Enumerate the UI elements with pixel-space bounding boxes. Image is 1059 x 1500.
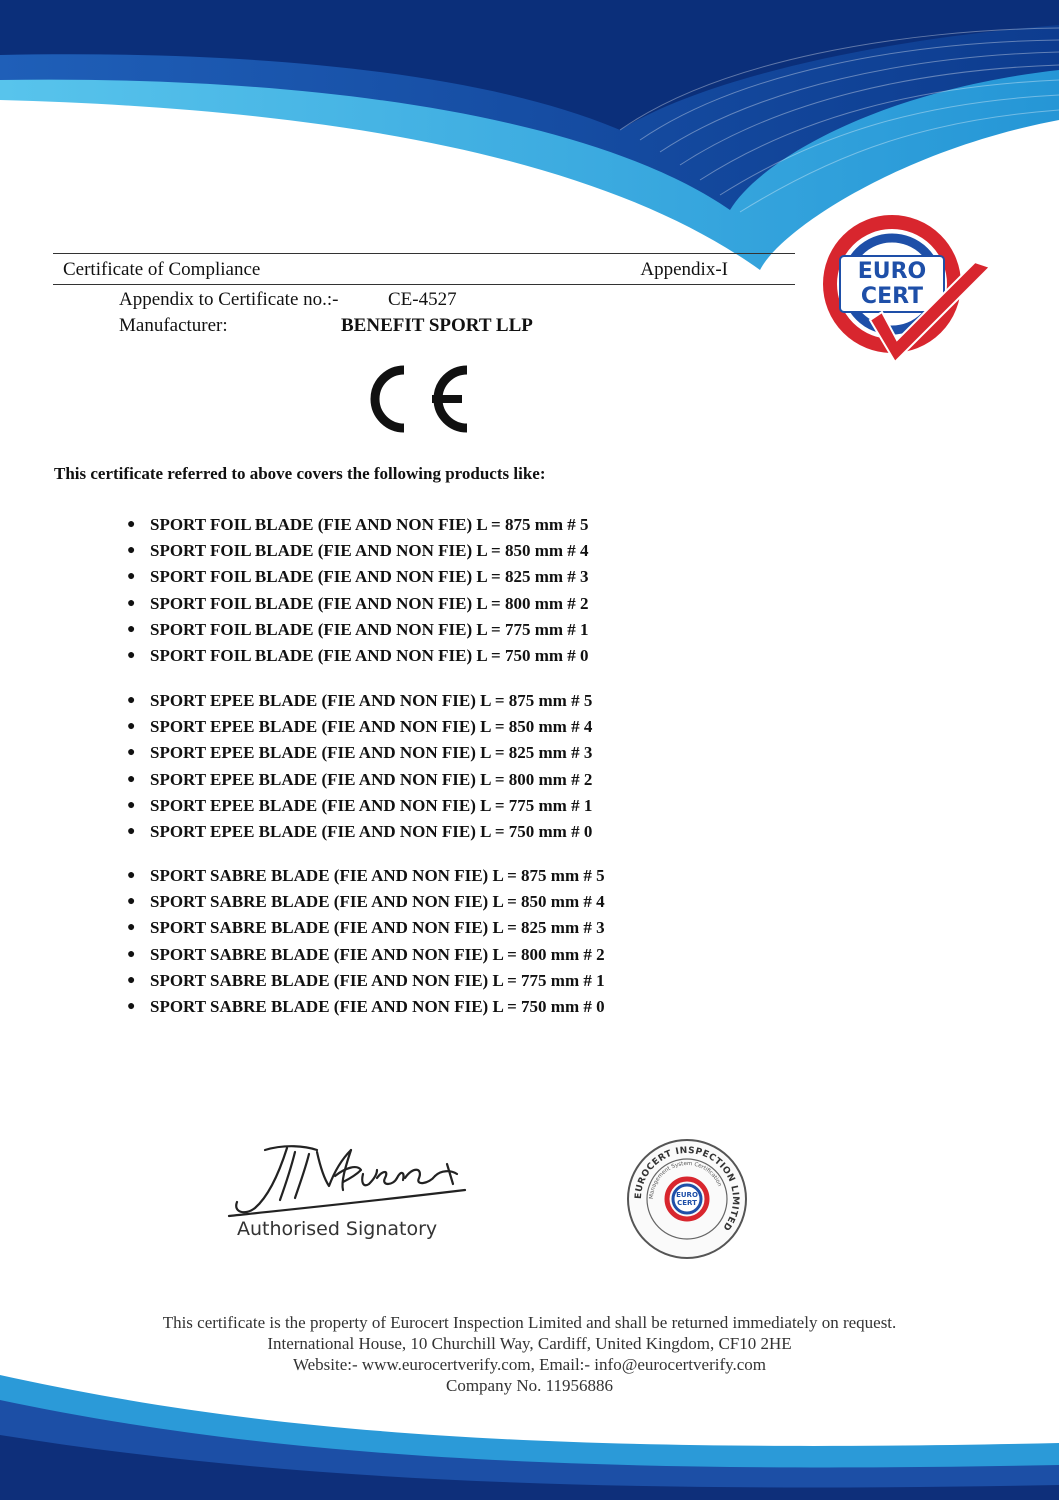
footer-ownership-note: This certificate is the property of Eurocert Inspection Limited and shall be returned immediately on request. [162,1313,897,1332]
bullet-icon: ● [127,771,136,787]
logo-text-euro: EURO [857,259,927,284]
bullet-icon: ● [127,972,136,988]
list-item [127,793,592,819]
list-item [127,889,605,915]
bullet-icon: ● [127,569,136,585]
product-name: SPORT SABRE BLADE (FIE AND NON FIE) L = 825 mm # 3 [150,918,605,938]
list-item [127,968,605,994]
certificate-header [63,258,728,282]
product-name: SPORT FOIL BLADE (FIE AND NON FIE) L = 875 mm # 5 [150,515,589,535]
bullet-icon: ● [127,621,136,637]
list-item [127,643,589,669]
header-rule-top [53,253,795,254]
product-name: SPORT EPEE BLADE (FIE AND NON FIE) L = 800 mm # 2 [150,769,593,789]
list-item [127,819,592,845]
bullet-icon: ● [127,595,136,611]
product-name: SPORT SABRE BLADE (FIE AND NON FIE) L = 800 mm # 2 [150,944,605,964]
signature-image [225,1140,475,1220]
sabre-blade-list [127,863,605,1020]
bullet-icon: ● [127,824,136,840]
foil-blade-list [127,512,589,669]
product-name: SPORT FOIL BLADE (FIE AND NON FIE) L = 775 mm # 1 [150,619,589,639]
footer-address: International House, 10 Churchill Way, Cardiff, United Kingdom, CF10 2HE [267,1334,792,1353]
authorised-signatory-label: Authorised Signatory [237,1218,438,1240]
list-item [127,591,589,617]
bullet-icon: ● [127,693,136,709]
manufacturer-name: BENEFIT SPORT LLP [341,315,533,336]
list-item [127,767,592,793]
seal-center-euro: EURO [676,1191,698,1199]
list-item [127,942,605,968]
appendix-label: Appendix-I [640,259,728,280]
bullet-icon: ● [127,894,136,910]
list-item [127,564,589,590]
product-name: SPORT SABRE BLADE (FIE AND NON FIE) L = 850 mm # 4 [150,892,605,912]
bullet-icon: ● [127,719,136,735]
header-rule-bottom [53,284,795,285]
bullet-icon: ● [127,797,136,813]
bullet-icon: ● [127,946,136,962]
bullet-icon: ● [127,920,136,936]
list-item [127,863,605,889]
product-name: SPORT SABRE BLADE (FIE AND NON FIE) L = 750 mm # 0 [150,997,605,1017]
company-seal-icon [625,1137,749,1261]
bullet-icon: ● [127,745,136,761]
product-name: SPORT EPEE BLADE (FIE AND NON FIE) L = 750 mm # 0 [150,822,593,842]
manufacturer-row [119,315,533,337]
product-name: SPORT EPEE BLADE (FIE AND NON FIE) L = 850 mm # 4 [150,717,593,737]
seal-center-cert: CERT [677,1199,697,1207]
bullet-icon: ● [127,517,136,533]
product-name: SPORT FOIL BLADE (FIE AND NON FIE) L = 800 mm # 2 [150,593,589,613]
list-item [127,994,605,1020]
bullet-icon: ● [127,543,136,559]
list-item [127,688,592,714]
footer-company-number: Company No. 11956886 [445,1376,613,1395]
bullet-icon: ● [127,999,136,1015]
product-name: SPORT FOIL BLADE (FIE AND NON FIE) L = 825 mm # 3 [150,567,589,587]
seal-inner-text: Management System Certification [648,1160,723,1200]
certificate-number: CE-4527 [388,289,457,310]
product-name: SPORT FOIL BLADE (FIE AND NON FIE) L = 850 mm # 4 [150,541,589,561]
product-name: SPORT EPEE BLADE (FIE AND NON FIE) L = 775 mm # 1 [150,795,593,815]
coverage-statement: This certificate referred to above covers the following products like: [54,464,546,483]
eurocert-logo [800,212,1010,372]
certificate-number-label: Appendix to Certificate no.:- [119,289,339,310]
bullet-icon: ● [127,648,136,664]
list-item [127,915,605,941]
certificate-number-row [119,289,457,311]
product-name: SPORT EPEE BLADE (FIE AND NON FIE) L = 825 mm # 3 [150,743,593,763]
seal-outer-text: EUROCERT INSPECTION LIMITED [633,1145,741,1233]
ce-mark-icon [358,360,478,438]
bullet-icon: ● [127,868,136,884]
list-item [127,538,589,564]
list-item [127,617,589,643]
product-name: SPORT SABRE BLADE (FIE AND NON FIE) L = 775 mm # 1 [150,970,605,990]
epee-blade-list [127,688,592,845]
product-name: SPORT FOIL BLADE (FIE AND NON FIE) L = 750 mm # 0 [150,646,589,666]
footer-contact: Website:- www.eurocertverify.com, Email:- info@eurocertverify.com [292,1355,767,1374]
list-item [127,714,592,740]
bottom-wave-banner [0,1355,1059,1500]
logo-text-cert: CERT [860,284,924,309]
certificate-title: Certificate of Compliance [63,259,261,280]
list-item [127,512,589,538]
manufacturer-label: Manufacturer: [119,315,228,336]
product-name: SPORT SABRE BLADE (FIE AND NON FIE) L = 875 mm # 5 [150,866,605,886]
product-name: SPORT EPEE BLADE (FIE AND NON FIE) L = 875 mm # 5 [150,691,593,711]
list-item [127,740,592,766]
